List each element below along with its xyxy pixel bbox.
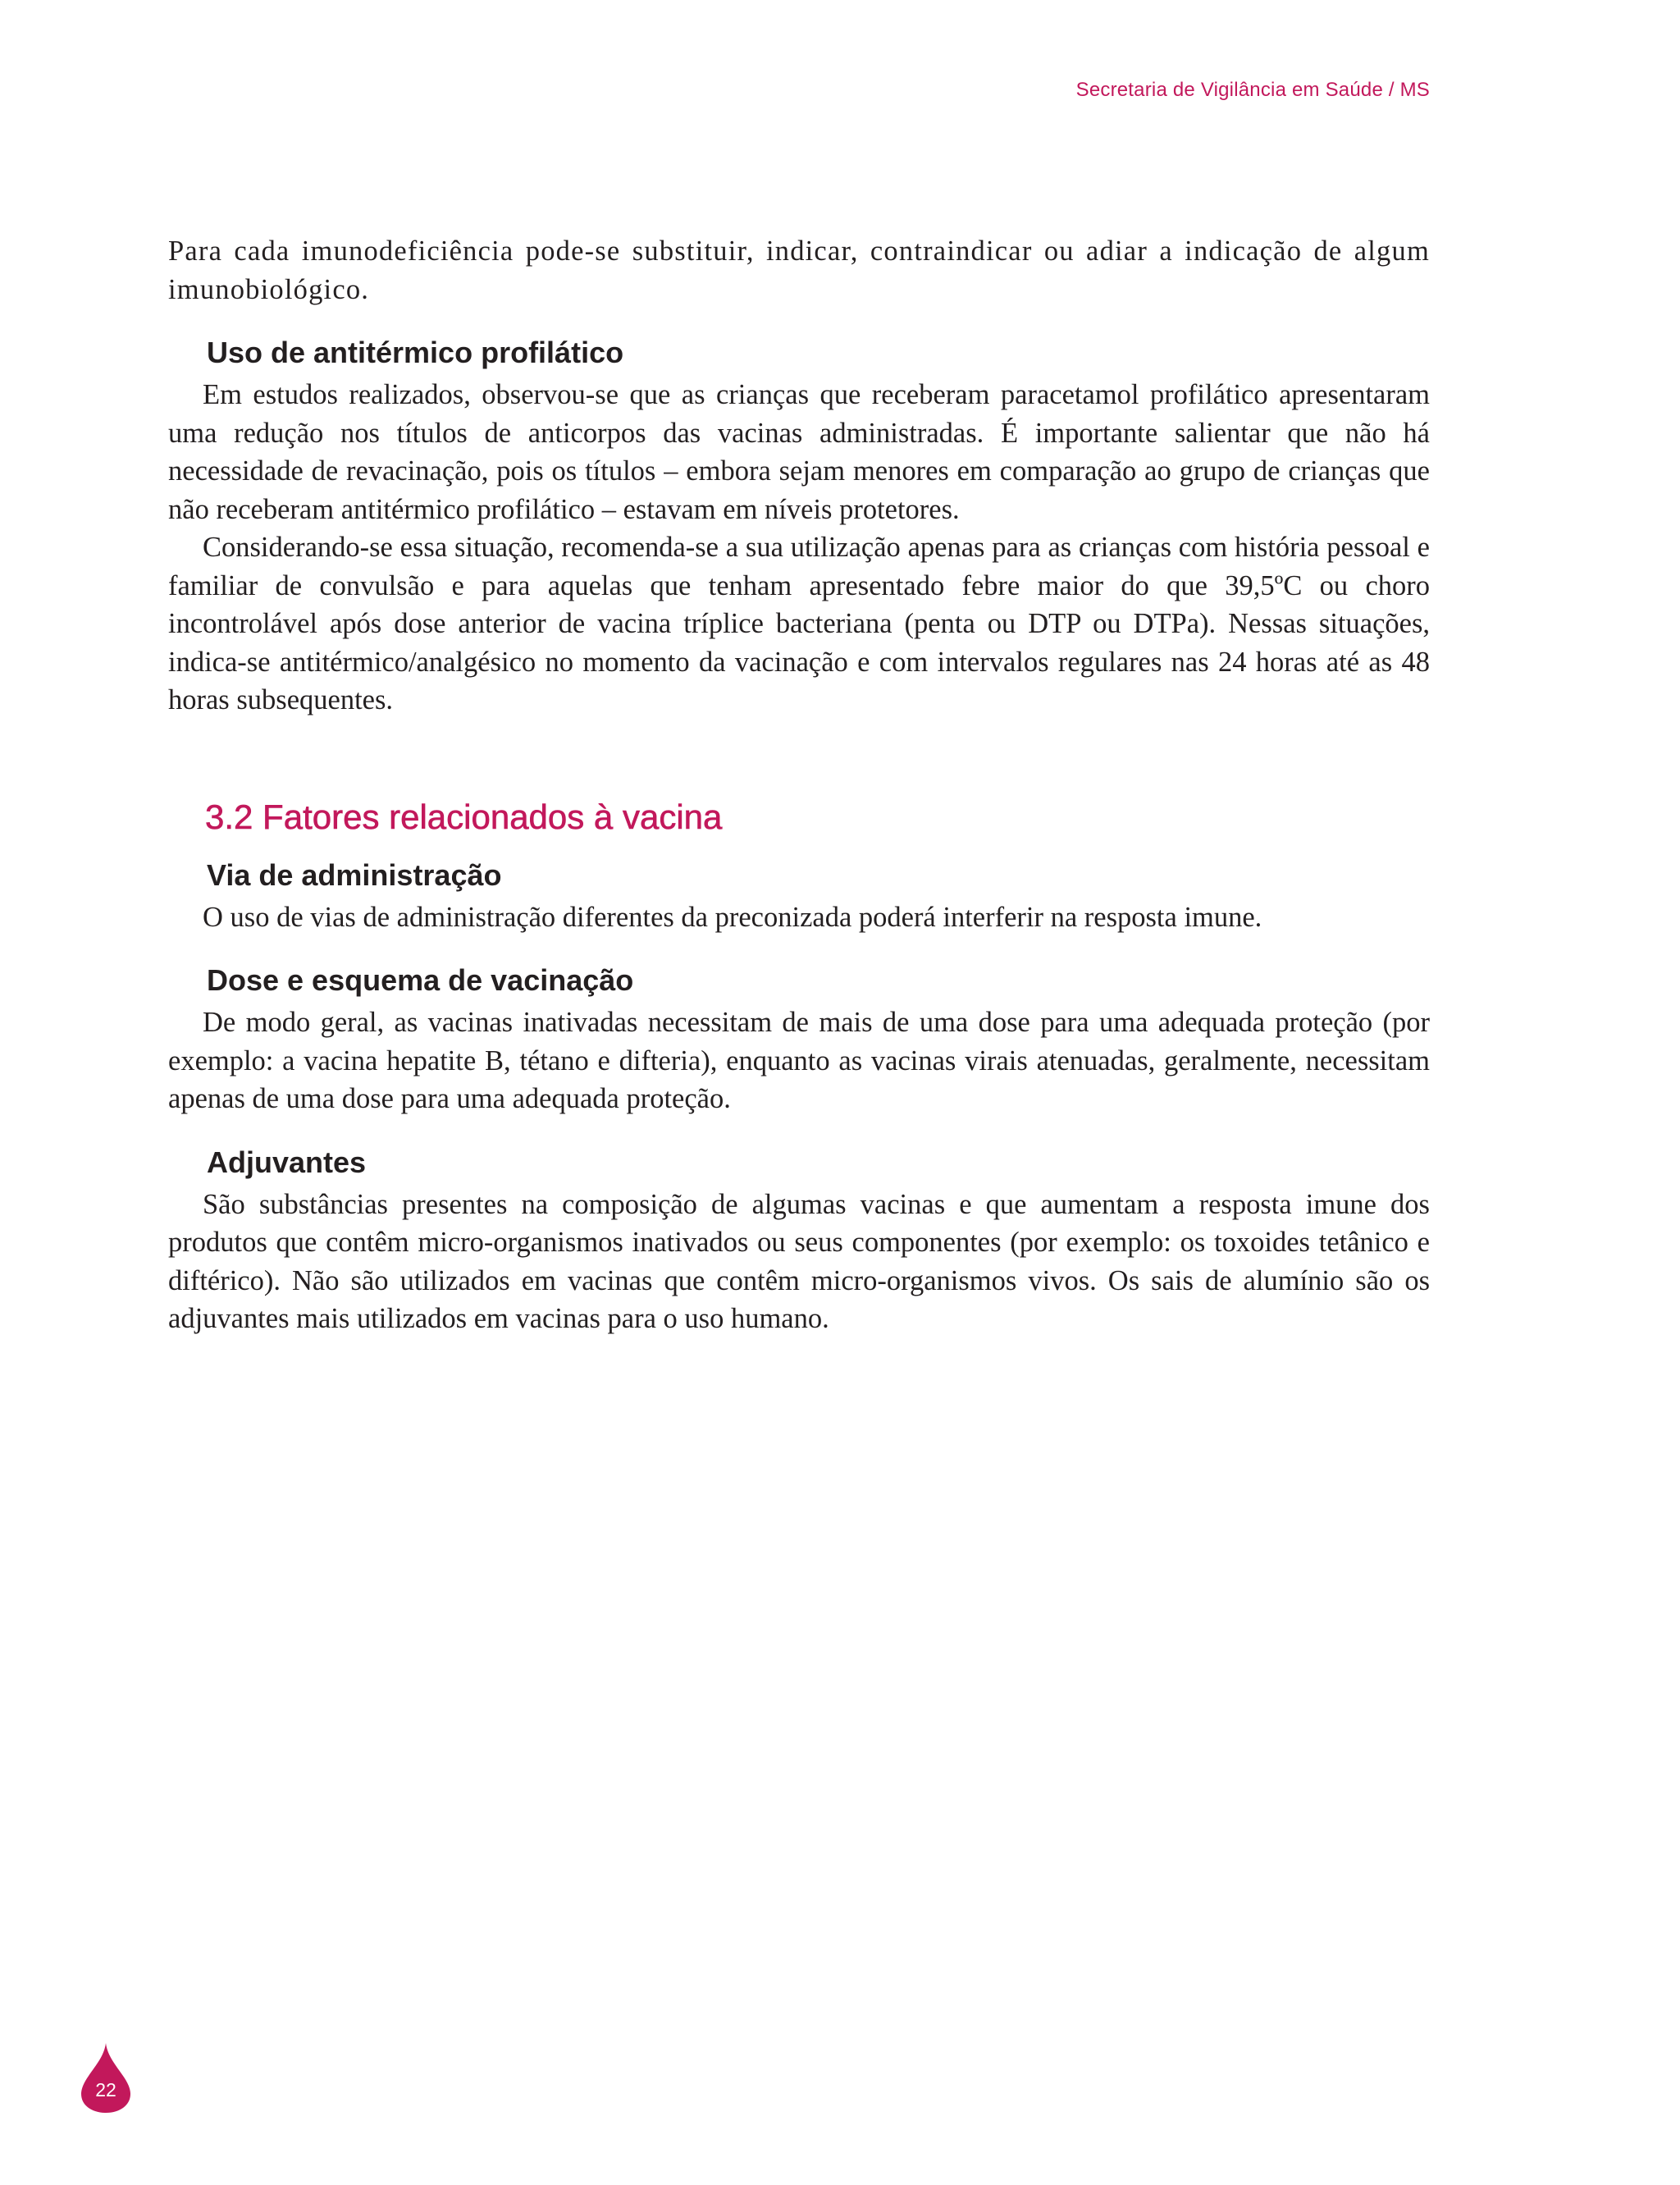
page-number: 22 — [95, 2079, 116, 2100]
dose-paragraph: De modo geral, as vacinas inativadas necessitam de mais de uma dose para uma adequada proteção (por exemplo: a vacina hepatite B, tétano e difteria), enquanto as vacinas virais atenuadas, geralmente, necessitam apenas de uma dose para uma adequada proteção. — [168, 1007, 1430, 1114]
antitermico-paragraph-2: Considerando-se essa situação, recomenda-se a sua utilização apenas para as crianças com história pessoal e familiar de convulsão e para aquelas que tenham apresentado febre maior do que 39,5ºC ou choro incontrolável após dose anterior de vacina tríplice bacteriana (penta ou DTP ou DTPa). Nessas situações, indica-se antitérmico/analgésico no momento da vacinação e com intervalos regulares nas 24 horas até as 48 horas subsequentes. — [168, 532, 1430, 715]
heading-antitermico: Uso de antitérmico profilático — [207, 336, 624, 369]
page-number-badge — [80, 2041, 131, 2114]
drop-icon — [80, 2041, 131, 2114]
adjuvantes-paragraph: São substâncias presentes na composição de algumas vacinas e que aumentam a resposta imune dos produtos que contêm micro-organismos inativados ou seus componentes (por exemplo: os toxoides tetânico e diftérico). Não são utilizados em vacinas que contêm micro-organismos vivos. Os sais de alumínio são os adjuvantes mais utilizados em vacinas para o uso humano. — [168, 1188, 1430, 1334]
heading-dose: Dose e esquema de vacinação — [207, 963, 634, 997]
page-body — [168, 232, 1430, 1338]
running-header: Secretaria de Vigilância em Saúde / MS — [1075, 79, 1430, 101]
intro-paragraph: Para cada imunodeficiência pode-se substituir, indicar, contraindicar ou adiar a indicação de algum imunobiológico. — [168, 235, 1430, 305]
section-heading: 3.2 Fatores relacionados à vacina — [205, 797, 723, 836]
heading-via: Via de administração — [207, 857, 502, 892]
heading-adjuvantes: Adjuvantes — [207, 1145, 367, 1179]
antitermico-paragraph-1: Em estudos realizados, observou-se que as crianças que receberam paracetamol profilático apresentaram uma redução nos títulos de anticorpos das vacinas administradas. É importante salientar que não há necessidade de revacinação, pois os títulos – embora sejam menores em comparação ao grupo de crianças que não receberam antitérmico profilático – estavam em níveis protetores. — [168, 379, 1430, 525]
via-paragraph: O uso de vias de administração diferentes da preconizada poderá interferir na resposta imune. — [203, 901, 1262, 933]
